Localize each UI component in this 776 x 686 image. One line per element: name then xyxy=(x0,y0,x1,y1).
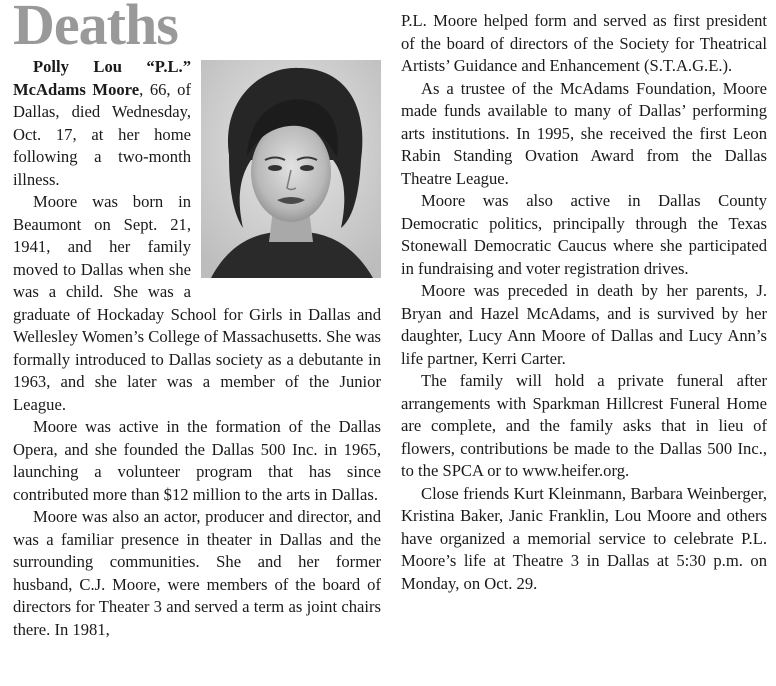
paragraph-theater: Moore was also an actor, producer and director, and was a familiar presence in theater in Dallas and the surrounding communities. She and her former husband, C.J. Moore, were members of the board of directors for Theater 3 and served a term as joint chairs there. In 1981, xyxy=(13,507,381,639)
paragraph-dallas-opera: Moore was active in the formation of the Dallas Opera, and she founded the Dallas 500 Inc. in 1965, launching a volunteer program that has since contributed more than $12 million to the arts in Dallas. xyxy=(13,417,381,504)
lead-text: , 66, of Dallas, died Wednesday, Oct. 17, at her home following a two-month illness. xyxy=(13,79,191,189)
portrait-photo-icon xyxy=(201,60,381,278)
deceased-name: Polly Lou “P.L.” McAdams Moore xyxy=(13,57,191,99)
paragraph-politics: Moore was also active in Dallas County Democratic politics, principally through the Texas Stonewall Democratic Caucus where she participated in fundraising and voter registration drives. xyxy=(401,191,767,278)
right-column xyxy=(401,0,767,595)
paragraph-funeral: The family will hold a private funeral after arrangements with Sparkman Hillcrest Funeral Home are complete, and the family asks that in lieu of flowers, contributions be made to the Dallas 500 Inc., to the SPCA or to www.heifer.org. xyxy=(401,371,767,480)
paragraph-survivors: Moore was preceded in death by her parents, J. Bryan and Hazel McAdams, and is survived by her daughter, Lucy Ann Moore of Dallas and Lucy Ann’s life partner, Kerri Carter. xyxy=(401,281,767,368)
portrait-photo xyxy=(201,60,381,278)
paragraph-early-life: Moore was born in Beaumont on Sept. 21, 1941, and her family moved to Dallas when she was a child. She was a graduate of Hockaday School for Girls in Dallas and Wellesley Women’s College of Massachusetts. She was formally introduced to Dallas society as a debutante in 1963, and she later was a member of the Junior League. xyxy=(13,192,382,414)
paragraph-stage: P.L. Moore helped form and served as first president of the board of directors of the Society for Theatrical Artists’ Guidance and Enhancement (S.T.A.G.E.). xyxy=(401,11,767,75)
left-column xyxy=(13,0,381,641)
section-headline: Deaths xyxy=(13,0,178,57)
paragraph-memorial: Close friends Kurt Kleinmann, Barbara Weinberger, Kristina Baker, Janic Franklin, Lou Moore and others have organized a memorial service to celebrate P.L. Moore’s life at Theatre 3 in Dallas at 5:30 p.m. on Monday, on Oct. 29. xyxy=(401,483,767,593)
paragraph-foundation: As a trustee of the McAdams Foundation, Moore made funds available to many of Dallas’ performing arts institutions. In 1995, she received the first Leon Rabin Standing Ovation Award from the Dallas Theatre League. xyxy=(401,78,767,188)
